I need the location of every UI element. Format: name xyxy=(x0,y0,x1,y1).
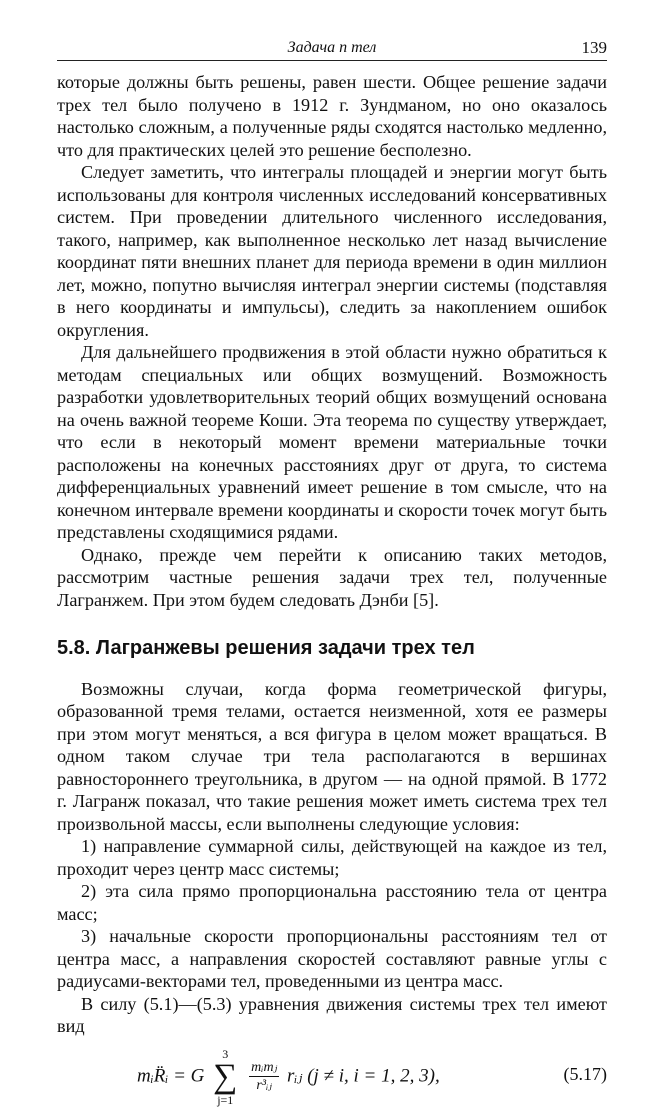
paragraph: Однако, прежде чем перейти к описанию таких методов, рассмотрим частные решения задачи трех тел, полученные Лагранжем. При этом будем следовать Дэнби [5]. xyxy=(57,544,607,610)
sum-upper-limit: 3 xyxy=(222,1046,229,1061)
summation-sign xyxy=(213,1048,237,1106)
equation-number: (5.17) xyxy=(563,1063,607,1084)
equation-lhs: mᵢR̈ᵢ = G xyxy=(137,1064,205,1086)
running-title: Задача n тел xyxy=(287,39,377,56)
list-item: 3) начальные скорости пропорциональны расстояниям тел от центра масс, а направления скоростей составляют равные углы с радиусами-векторами тел, проведенными из центра масс. xyxy=(57,926,607,991)
section-heading: 5.8. Лагранжевы решения задачи трех тел xyxy=(57,637,475,659)
list-item: 1) направление суммарной силы, действующей на каждое из тел, проходит через центр масс системы; xyxy=(57,836,607,879)
fraction-numerator: mᵢmⱼ xyxy=(251,1060,278,1075)
sum-lower-limit: j=1 xyxy=(217,1092,234,1107)
paragraph: Для дальнейшего продвижения в этой области нужно обратиться к методам специальных или общих возмущений. Возможность разработки удовлетворительных теорий общих возмущений основана на очень важной теореме Коши. Эта теорема по существу утверждает, что если в некоторый момент времени материальные точки расположены на конечных расстояниях друг от друга, то система дифференциальных уравнений имеет решение в том смысле, что на конечном интервале времени координаты и скорости точек могут быть представлены сходящимися рядами. xyxy=(57,342,607,542)
equation-row xyxy=(57,1048,607,1108)
equation-tail: rᵢⱼ (j ≠ i, i = 1, 2, 3), xyxy=(287,1064,440,1086)
paragraph: В силу (5.1)—(5.3) уравнения движения системы трех тел имеют вид xyxy=(57,993,607,1036)
equation xyxy=(137,1048,440,1106)
page-header xyxy=(57,36,607,61)
paragraph: Следует заметить, что интегралы площадей и энергии могут быть использованы для контроля численных исследований консервативных систем. При проведении длительного численного исследования, такого, например, как выполненное несколько лет назад вычисление координат пяти внешних планет для периода времени в один миллион лет, можно, попутно вычисляя интеграл энергии системы (подставляя в него координаты и импульсы), следить за накоплением ошибок округления. xyxy=(57,162,607,340)
paragraph: Возможны случаи, когда форма геометрической фигуры, образованной тремя телами, остается неизменной, хотя ее размеры при этом могут меняться, а вся фигура в целом может вращаться. В одном таком случае три тела располагаются в вершинах равностороннего треугольника, в другом — на одной прямой. В 1772 г. Лагранж показал, что такие решения может иметь система трех тел произвольной массы, если выполнены следующие условия: xyxy=(57,678,607,834)
book-page xyxy=(57,36,607,1108)
fraction xyxy=(249,1059,279,1094)
fraction-denominator: r³ᵢⱼ xyxy=(256,1078,272,1093)
body-text xyxy=(57,71,607,1038)
list-item: 2) эта сила прямо пропорциональна расстоянию тела от центра масс; xyxy=(57,881,607,924)
sigma-icon: ∑ xyxy=(213,1057,238,1095)
paragraph: которые должны быть решены, равен шести. Общее решение задачи трех тел было получено в 1912 г. Зундманом, но оно оказалось настолько сложным, а полученные ряды сходятся настолько медленно, что для практических целей это решение бесполезно. xyxy=(57,72,607,160)
page-number: 139 xyxy=(581,38,607,57)
